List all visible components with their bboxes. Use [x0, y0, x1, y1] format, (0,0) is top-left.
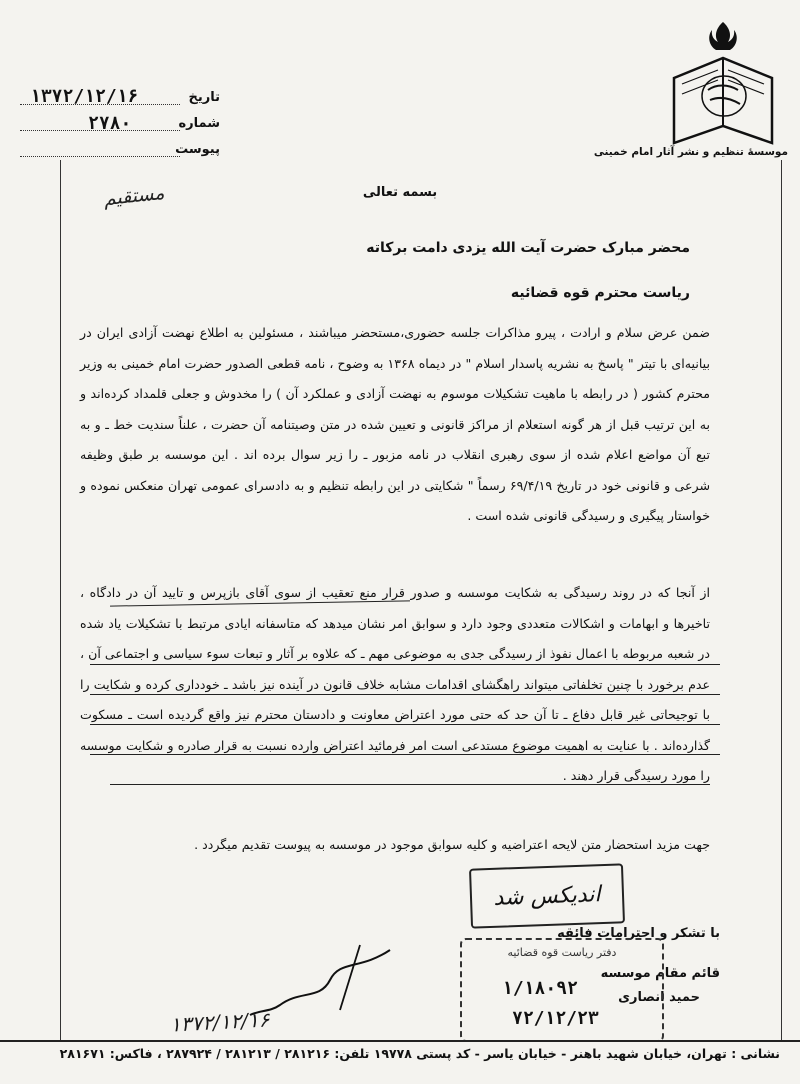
underline-4 — [90, 724, 720, 725]
institute-logo — [593, 18, 788, 168]
closing-regards: با تشکر و احترامات فائقه — [557, 926, 720, 941]
direct-stamp: مستقیم — [102, 181, 166, 211]
underline-6 — [110, 784, 710, 785]
indexed-stamp: اندیکس شد — [469, 863, 625, 928]
attachment-label: پیوست — [175, 142, 220, 157]
number-value: ۲۷۸۰ — [88, 113, 132, 134]
registration-stamp-title: دفتر ریاست قوه قضائیه — [507, 946, 617, 959]
footer-address: نشانی : تهران، خیابان شهید باهنر - خیابان یاسر - کد پستی ۱۹۷۷۸ تلفن: ۲۸۱۲۱۶ / ۲۸۱۲۱۳ / ۲۸۷۹۲۴ ، فاکس: ۲۸۱۶۷۱ — [59, 1046, 780, 1061]
body-paragraph-1: ضمن عرض سلام و ارادت ، پیرو مذاکرات جلسه حضوری،مستحضر میباشند ، مسئولین به اطلاع نهضت آزادی ایران در بیانیه‌ای با تیتر " پاسخ به نشریه پاسدار اسلام " در دیماه ۱۳۶۸ به وضوح ، نامه قطعی الصدور حضرت امام خمینی به وزیر محترم کشور ( در رابطه با ماهیت تشکیلات موسوم به نهضت آزادی و عملکرد آن ) را مخدوش و جعلی قلمداد کرده‌اند و به این ترتیب قبل از هر گونه استعلام از مراکز قانونی و تعیین شده در متن وصیتنامه آن حضرت ، علناً سندیت خط ـ و به تبع آن مواضع اعلام شده از سوی رهبری انقلاب در نامه مزبور ـ را زیر سوال برده اند . این موسسه بر طبق وظیفه شرعی و قانونی خود در تاریخ ۶۹/۴/۱۹ رسماً " شکایتی در این رابطه تنظیم و به دادسرای عمومی تهران منعکس نموده و خواستار پیگیری و رسیدگی قانونی شده است . — [80, 325, 710, 523]
registration-date: ۷۲/۱۲/۲۳ — [512, 1008, 599, 1029]
body-paragraph-2: از آنجا که در روند رسیدگی به شکایت موسسه و صدور قرار منع تعقیب از سوی آقای بازپرس و تایید آن در دادگاه ، تاخیرها و ابهامات و اشکالات متعددی وجود دارد و سوابق امر نشان میدهد که متاسفانه ایادی مرتبط با تشکیلات یاد شده در شعبه مربوطه با اعمال نفوذ از رسیدگی جدی به موضوعی مهم ـ که علاوه بر آثار و تبعات سوء سیاسی و اجتماعی آن ، عدم برخورد با چنین تخلفاتی میتواند راهگشای اقدامات مشابه خلاف قانون در آینده نیز باشد ـ خودداری کرده و شکایت را با توجیحاتی غیر قابل دفاع ـ تا آن حد که حتی مورد اعتراض معاونت و دادستان محترم نیز واقع گردیده است ـ مسکوت گذارده‌اند . با عنایت به اهمیت موضوع مستدعی است امر فرمائید اعتراض وارده نسبت به قرار صادره و شکایت موسسه را مورد رسیدگی قرار دهند . — [80, 585, 710, 783]
footer-rule — [0, 1040, 800, 1042]
underline-2 — [90, 664, 720, 665]
registration-number: ۱/۱۸۰۹۲ — [502, 978, 578, 999]
signer-name: حمید انصاری — [618, 990, 700, 1005]
page-title: بسمه تعالی — [362, 185, 438, 200]
underline-3 — [90, 694, 720, 695]
date-value: ۱۳۷۲/۱۲/۱۶ — [30, 86, 139, 107]
date-label: تاریخ — [188, 90, 220, 105]
signature-date: ۱۳۷۲/۱۲/۱۶ — [169, 1007, 270, 1037]
registration-stamp — [460, 938, 664, 1042]
addressee-line-2: ریاست محترم قوه قضائیه — [510, 285, 690, 301]
body-paragraph-3: جهت مزید استحضار متن لایحه اعتراضیه و کلیه سوابق موجود در موسسه به پیوست تقدیم میگردد . — [194, 837, 710, 852]
number-label: شماره — [178, 116, 220, 131]
signer-position: قائم مقام موسسه — [600, 966, 720, 981]
addressee-line-1: محضر مبارک حضرت آیت الله یزدی دامت برکاته — [366, 240, 690, 256]
underline-5 — [90, 754, 720, 755]
logo-caption: موسسهٔ تنظیم و نشر آثار امام خمینی — [593, 146, 788, 158]
